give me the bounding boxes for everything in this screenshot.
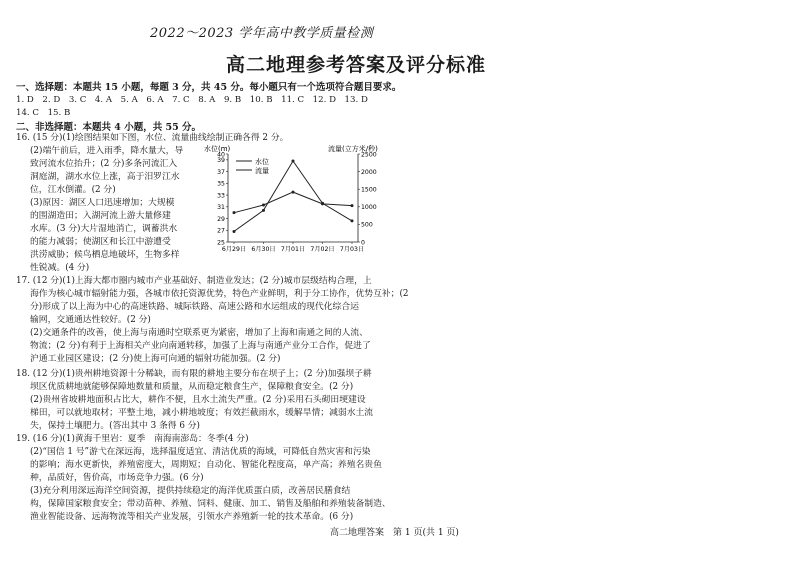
q19-body (16, 433, 391, 524)
q16-line: 洞庭湖，湖水水位上涨，高于汨罗江水 (30, 172, 180, 182)
answers-line1: 1. D 2. D 3. C 4. A 5. A 6. A 7. C 8. A 9. B 10. B 11. C 12. D 13. D (16, 95, 368, 105)
exam-header: 2022～2023 学年高中教学质量检测 (150, 26, 374, 41)
q16-line: 位，江水倒灌。(2 分) (30, 185, 116, 195)
section2-heading: 二、非选择题：本题共 4 小题，共 55 分。 (16, 122, 202, 133)
left-tick-label: 40 (217, 151, 225, 159)
q18-line: 梯田，可以就地取材；平整土地，减小耕地坡度；有效拦截雨水，缓解旱情；减弱水土流 (30, 408, 374, 418)
q18-body (16, 368, 373, 433)
q19-line: (3)充分利用深远海洋空间资源，提供持续稳定的海洋优质蛋白质，改善居民膳食结 (30, 486, 351, 496)
left-tick-label: 33 (217, 192, 225, 200)
right-tick-label: 500 (361, 221, 373, 229)
data-point-flow (292, 160, 295, 163)
left-tick-label: 35 (217, 180, 225, 188)
q17-line: 物流；(2 分)有利于上海相关产业向南通转移，加强了上海与南通产业分工合作，促进了 (30, 341, 371, 351)
answers-line2: 14. C 15. B (16, 108, 71, 118)
q16-line: (3)原因：湖区人口迅速增加；大规模 (30, 198, 175, 208)
q18-line: (2)贵州省坡耕地面积占比大，耕作不便，且水土流失严重。(2 分)采用石头砌田埂建设 (30, 395, 366, 405)
page-footer: 高二地理答案 第 1 页(共 1 页) (330, 528, 459, 538)
series-line-flow (234, 161, 352, 231)
data-point-flow (321, 202, 324, 205)
data-point-water-level (351, 204, 354, 207)
data-point-flow (262, 209, 265, 212)
x-tick-label: 6月30日 (251, 246, 276, 253)
q17-line: 17. (12 分)(1)上海大都市圈内城市产业基础好、制造业发达；(2 分)城市层级结构合理，上 (16, 276, 372, 286)
x-tick-label: 7月03日 (339, 246, 365, 253)
q17-line: 输网，交通通达性较好。(2 分) (30, 315, 151, 325)
right-tick-label: 2500 (361, 151, 377, 159)
q16-line: (2)端午前后，进入雨季，降水量大，导 (30, 146, 184, 156)
left-tick-label: 31 (217, 204, 225, 212)
data-point-flow (233, 230, 236, 233)
data-point-water-level (233, 211, 236, 214)
section1-heading: 一、选择题：本题共 15 小题，每题 3 分，共 45 分。每小题只有一个选项符合题目要求。 (16, 82, 402, 93)
chart-legend (236, 157, 269, 175)
q19-line: 构，保障国家粮食安全；带动苗种、养殖、饲料、健康、加工、销售及船舶和养殖装备制造、 (30, 499, 391, 509)
left-tick-label: 27 (217, 227, 225, 235)
q19-line: 种，品质好，售价高，市场竞争力强。(6 分) (30, 473, 204, 483)
q19-line: 渔业智能设备、远海物流等相关产业发展，引领水产养殖新一轮的技术革命。(6 分) (30, 512, 354, 522)
left-axis-label: 水位(m) (204, 145, 231, 153)
data-point-water-level (262, 204, 265, 207)
q17-line: 分)形成了以上海为中心的高速铁路、城际铁路、高速公路和水运组成的现代化综合运 (30, 302, 359, 312)
left-tick-label: 25 (217, 239, 225, 247)
series-line-water-level (234, 192, 352, 213)
q17-line: 海作为核心城市辐射能力强，各城市依托资源优势，特色产业鲜明，利于分工协作，优势互补；(2 (30, 289, 409, 299)
data-point-flow (351, 219, 354, 222)
q16-line: 的围湖造田；入湖河流上游大量修建 (30, 211, 171, 221)
q17-line: (2)交通条件的改善，使上海与南通时空联系更为紧密，增加了上海和南通之间的人流、 (30, 328, 368, 338)
left-tick-label: 29 (217, 215, 225, 223)
q19-line: 的影响；海水更新快，养殖密度大，周期短；自动化、智能化程度高，单产高；养殖名贵鱼 (30, 460, 382, 470)
q17-body (16, 275, 409, 366)
right-tick-label: 1000 (361, 204, 377, 212)
q19-line: (2)“国信 1 号”游弋在深远海，选择温度适宜、清洁优质的海域，可降低自然灾害和污染 (30, 447, 371, 457)
q16-body (30, 145, 183, 275)
q17-line: 沪通工业园区建设；(2 分)使上海可向通的辐射功能加强。(2 分) (30, 354, 281, 364)
q18-line: 失，保持土壤肥力。(答出其中 3 条得 6 分) (30, 421, 200, 431)
x-tick-label: 7月02日 (310, 246, 335, 253)
right-tick-label: 0 (361, 239, 365, 247)
q16-line: 性锐减。(4 分) (30, 263, 90, 273)
q16-line: 致河流水位抬升；(2 分)多条河流汇入 (30, 159, 178, 169)
legend-label-flow: 流量 (255, 167, 269, 175)
x-tick-label: 6月29日 (221, 246, 247, 253)
x-tick-label: 7月01日 (280, 246, 306, 253)
q16-line: 的能力减弱；使湖区和长江中游遭受 (30, 237, 171, 247)
left-tick-label: 39 (217, 157, 225, 165)
right-tick-label: 1500 (361, 186, 377, 194)
water-level-flow-chart (200, 142, 390, 262)
right-tick-label: 2000 (361, 168, 377, 176)
q18-line: 18. (12 分)(1)贵州耕地资源十分稀缺，而有限的耕地主要分布在坝子上；(2 分)加强坝子耕 (16, 369, 372, 379)
page-title: 高二地理参考答案及评分标准 (226, 54, 487, 76)
q16-line: 水库。(3 分)大片湿地消亡，调蓄洪水 (30, 224, 178, 234)
legend-label-water-level: 水位 (255, 158, 269, 166)
chart-marks (233, 160, 354, 233)
q16-line: 洪涝威胁；候鸟栖息地破坏，生物多样 (30, 250, 180, 260)
q18-line: 坝区优质耕地就能够保障地数量和质量，从而稳定粮食生产，保障粮食安全。(2 分) (30, 382, 354, 392)
q19-line: 19. (16 分)(1)黄海千里岩：夏季 南海南澎岛：冬季(4 分) (16, 434, 249, 444)
data-point-water-level (292, 191, 295, 194)
left-tick-label: 37 (217, 168, 225, 176)
q16-intro: 16. (15 分)(1)绘图结果如下图，水位、流量曲线绘制正确各得 2 分。 (16, 133, 289, 143)
right-axis-label: 流量(立方米/秒) (328, 145, 378, 153)
